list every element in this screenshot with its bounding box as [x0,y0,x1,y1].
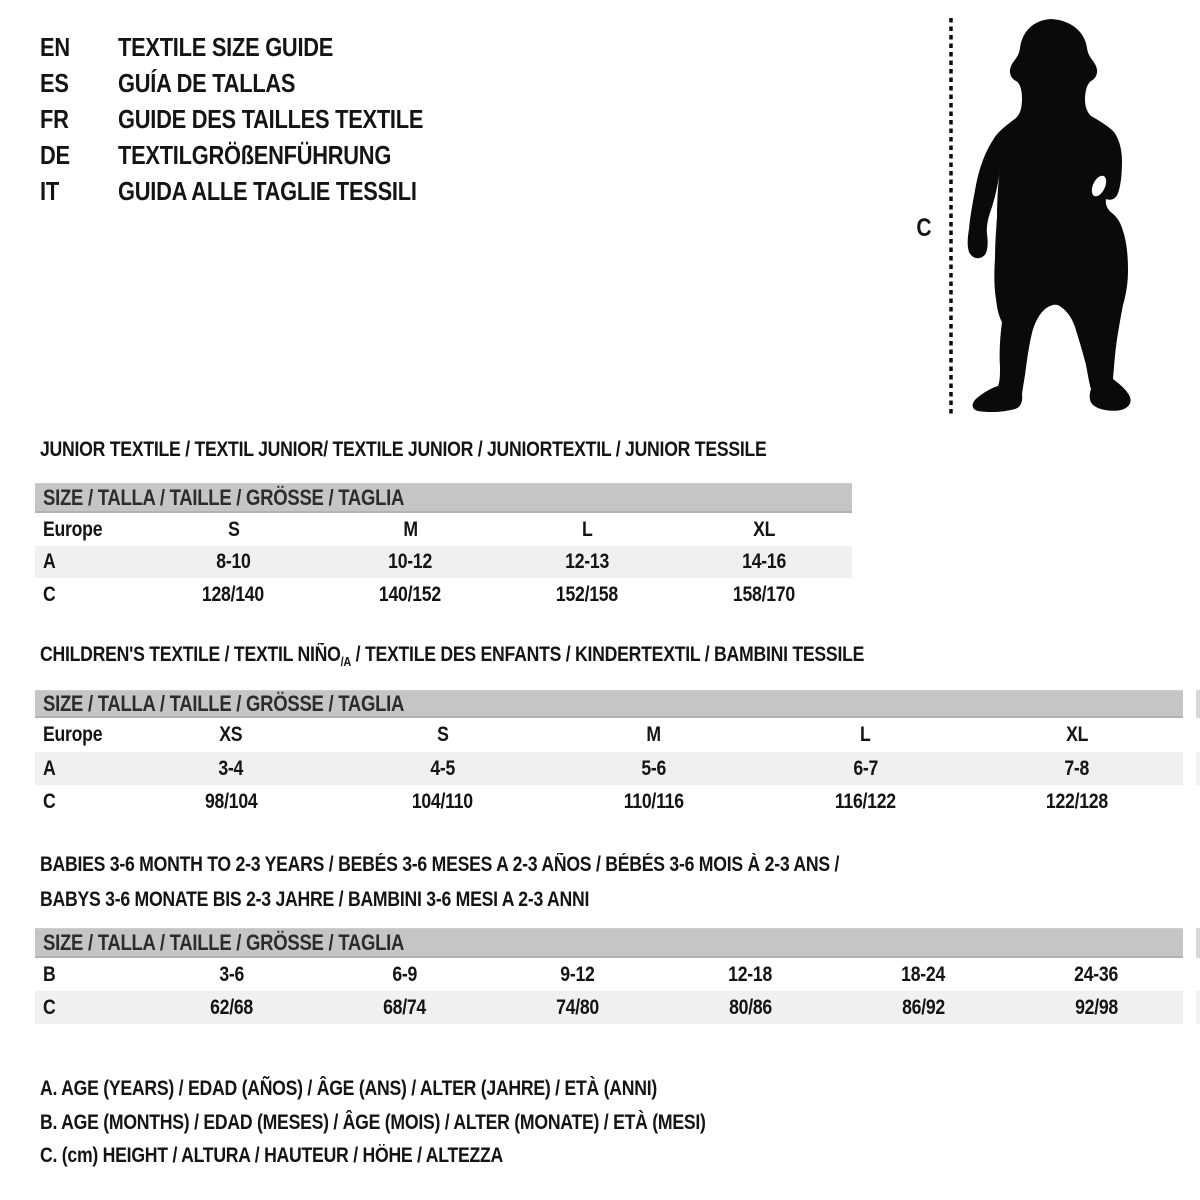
age-cell: 3-4 [218,756,244,780]
months-cell: 9-12 [560,962,595,986]
row-label: A [43,550,56,573]
babies-section-title-line2: BABYS 3-6 MONATE BIS 2-3 JAHRE / BAMBINI 3-6 MESI A 2-3 ANNI [40,888,590,911]
childrens-section-title: CHILDREN'S TEXTILE / TEXTIL $NIÑO_{/A}$ / TEXTILE DES ENFANTS / KINDERTEXTIL / BAMBINI TESSILE [40,643,865,669]
table-edge-fragment [1196,752,1200,785]
height-cell: 152/158 [555,582,618,606]
height-cell: 68/74 [383,995,426,1019]
table-edge-fragment [1196,928,1200,958]
months-cell: 18-24 [901,962,946,986]
language-guide-title: TEXTILE SIZE GUIDE [118,31,334,62]
language-guide-title: TEXTILGRÖßENFÜHRUNG [118,139,392,170]
language-code: IT [40,175,59,206]
nino-a-subscript: /A [340,654,352,669]
table-row-months [35,958,1183,991]
age-cell: 4-5 [430,756,455,780]
babies-section-title-line1: BABIES 3-6 MONTH TO 2-3 YEARS / BEBÉS 3-6 MESES A 2-3 AÑOS / BÉBÉS 3-6 MOIS À 2-3 ANS / [40,853,840,876]
age-cell: 14-16 [741,550,786,573]
size-header-bar [35,928,1183,958]
language-code: EN [40,31,70,62]
height-cell: 128/140 [202,582,265,606]
childrens-textile-section [35,643,1183,823]
age-cell: 5-6 [641,756,667,780]
height-cell: 62/68 [210,995,253,1019]
size-header-label: SIZE / TALLA / TAILLE / GRÖSSE / TAGLIA [43,691,405,716]
table-row-age [35,546,852,578]
size-cell: XL [752,517,775,541]
row-label: Europe [43,517,103,541]
age-cell: 10-12 [388,550,433,573]
junior-textile-section [35,438,852,613]
table-row-height [35,578,852,611]
table-row-height [35,785,1183,818]
language-guide-title: GUIDA ALLE TAGLIE TESSILI [118,175,417,206]
row-label: C [43,789,56,813]
months-cell: 3-6 [219,962,244,986]
months-cell: 24-36 [1074,962,1119,986]
toddler-silhouette-image [965,15,1135,415]
language-guide-title: GUIDE DES TAILLES TEXTILE [118,103,424,134]
table-row-europe [35,718,1183,752]
table-edge-fragment [1196,991,1200,1024]
height-cell: 98/104 [204,789,258,813]
junior-section-title: JUNIOR TEXTILE / TEXTIL JUNIOR/ TEXTILE JUNIOR / JUNIORTEXTIL / JUNIOR TESSILE [40,438,767,461]
table-row-age [35,752,1183,785]
language-guide-title: GUÍA DE TALLAS [118,67,296,98]
age-cell: 6-7 [853,756,878,780]
size-header-label: SIZE / TALLA / TAILLE / GRÖSSE / TAGLIA [43,930,405,955]
size-cell: L [860,723,871,746]
size-cell: XL [1066,723,1089,746]
height-cell: 116/122 [835,789,897,813]
height-cell: 122/128 [1046,789,1109,813]
language-code: ES [40,67,69,98]
legend-height-cm: C. (cm) HEIGHT / ALTURA / HAUTEUR / HÖHE / ALTEZZA [40,1143,504,1167]
babies-textile-section [35,853,1183,1028]
height-measure-line [947,16,955,416]
months-cell: 12-18 [728,962,773,986]
height-cell: 140/152 [379,582,442,606]
size-cell: M [402,517,418,541]
months-cell: 6-9 [392,962,417,986]
age-cell: 8-10 [216,550,251,573]
size-cell: XS [219,723,243,746]
height-cell: 110/116 [623,789,685,813]
size-header-bar [35,483,852,513]
size-cell: M [646,723,662,746]
row-label: Europe [43,723,103,746]
height-cell: 158/170 [732,582,795,606]
height-measure-label: C [916,214,932,242]
table-row-europe [35,513,852,546]
size-cell: S [227,517,240,541]
height-cell: 92/98 [1075,995,1118,1019]
table-row-height [35,991,1183,1024]
height-cell: 74/80 [556,995,599,1019]
legend-age-years: A. AGE (YEARS) / EDAD (AÑOS) / ÂGE (ANS) / ALTER (JAHRE) / ETÀ (ANNI) [40,1076,658,1100]
row-label: A [43,756,56,780]
row-label: C [43,995,56,1019]
row-label: C [43,582,56,606]
size-cell: L [581,517,593,541]
age-cell: 7-8 [1064,756,1090,780]
size-header-bar [35,690,1183,718]
table-edge-fragment [1196,690,1200,718]
age-cell: 12-13 [564,550,609,573]
size-cell: S [436,723,449,746]
height-cell: 86/92 [902,995,945,1019]
height-cell: 104/110 [411,789,473,813]
row-label: B [43,962,56,986]
legend-age-months: B. AGE (MONTHS) / EDAD (MESES) / ÂGE (MOIS) / ALTER (MONATE) / ETÀ (MESI) [40,1110,706,1134]
size-header-label: SIZE / TALLA / TAILLE / GRÖSSE / TAGLIA [43,485,405,510]
language-code: DE [40,139,70,170]
height-cell: 80/86 [729,995,772,1019]
language-code: FR [40,103,69,134]
